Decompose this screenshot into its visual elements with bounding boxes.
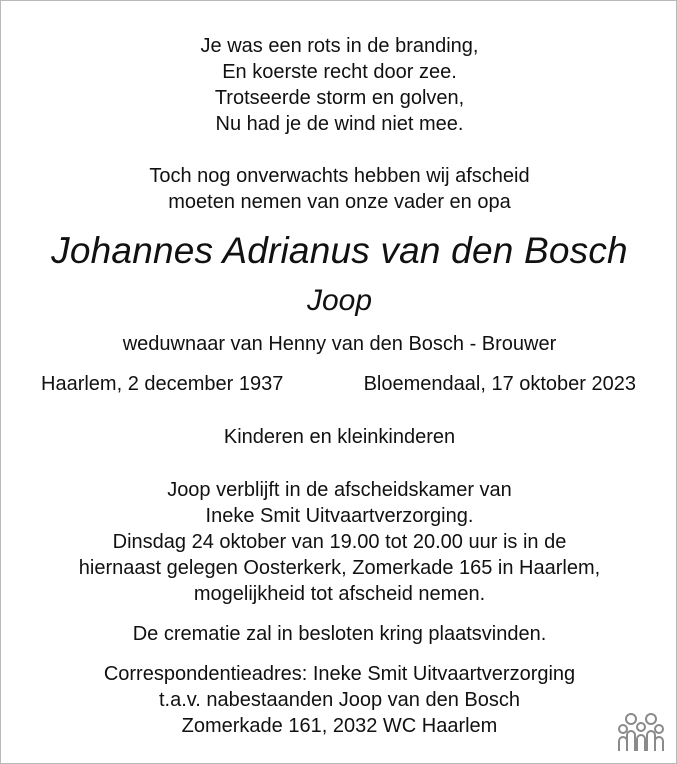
info-line-5: mogelijkheid tot afscheid nemen.	[193, 583, 486, 605]
info-line-1: Joop verblijft in de afscheidskamer van	[167, 479, 512, 501]
correspondence-line-2: t.a.v. nabestaanden Joop van den Bosch	[158, 689, 520, 711]
intro-line-2: moeten nemen van onze vader en opa	[168, 191, 511, 213]
cremation-note: De crematie zal in besloten kring plaatsvinden.	[132, 623, 547, 645]
death-place-date: Bloemendaal, 17 oktober 2023	[363, 373, 636, 395]
info-line-2: Ineke Smit Uitvaartverzorging.	[205, 505, 474, 527]
poem-line-3: Trotseerde storm en golven,	[214, 87, 465, 109]
deceased-nickname: Joop	[306, 284, 373, 317]
people-group-icon	[617, 709, 665, 753]
deceased-full-name: Johannes Adrianus van den Bosch	[51, 230, 628, 271]
birth-place-date: Haarlem, 2 december 1937	[41, 373, 284, 395]
poem-line-2: En koerste recht door zee.	[222, 61, 457, 83]
relation-line: weduwnaar van Henny van den Bosch - Brouwer	[122, 333, 557, 355]
poem-line-1: Je was een rots in de branding,	[200, 35, 479, 57]
correspondence-line-3: Zomerkade 161, 2032 WC Haarlem	[181, 715, 498, 737]
intro-line-1: Toch nog onverwachts hebben wij afscheid	[149, 165, 530, 187]
poem-line-4: Nu had je de wind niet mee.	[215, 113, 464, 135]
correspondence-line-1: Correspondentieadres: Ineke Smit Uitvaartverzorging	[103, 663, 576, 685]
info-line-3: Dinsdag 24 oktober van 19.00 tot 20.00 uur is in de	[112, 531, 567, 553]
info-line-4: hiernaast gelegen Oosterkerk, Zomerkade 165 in Haarlem,	[78, 557, 601, 579]
signed-by: Kinderen en kleinkinderen	[223, 426, 456, 448]
